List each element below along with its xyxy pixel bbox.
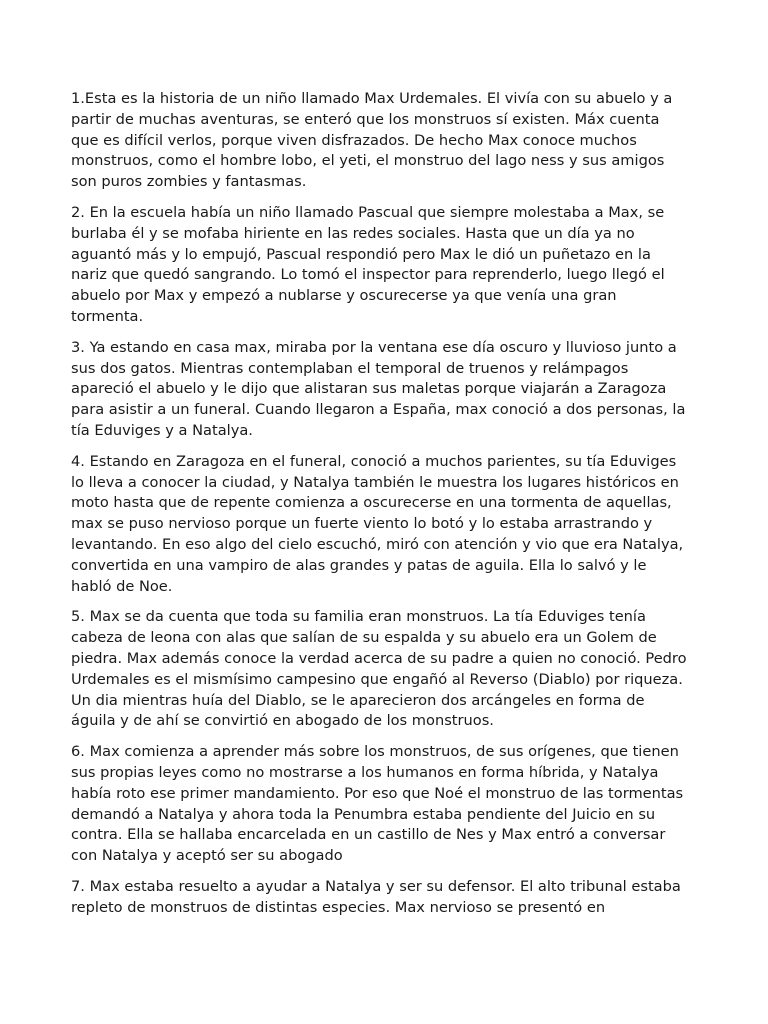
paragraph-5: 5. Max se da cuenta que toda su familia eran monstruos. La tía Eduviges tenía cabeza de leona con alas que salían de su espalda y su abuelo era un Golem de piedra. Max además conoce la verdad acerca de su padre a quien no conoció. Pedro Urdemales es el mismísimo campesino que engañó al Reverso (Diablo) por riqueza. Un dia mientras huía del Diablo, se le aparecieron dos arcángeles en forma de águila y de ahí se convirtió en abogado de los monstruos. <box>71 608 687 730</box>
paragraph-1: 1.Esta es la historia de un niño llamado Max Urdemales. El vivía con su abuelo y a partir de muchas aventuras, se enteró que los monstruos sí existen. Máx cuenta que es difícil verlos, porque viven disfrazados. De hecho Max conoce muchos monstruos, como el hombre lobo, el yeti, el monstruo del lago ness y sus amigos son puros zombies y fantasmas. <box>71 90 673 191</box>
paragraph-7: 7. Max estaba resuelto a ayudar a Natalya y ser su defensor. El alto tribunal estaba repleto de monstruos de distintas especies. Max nervioso se presentó en <box>71 877 681 916</box>
paragraph-4: 4. Estando en Zaragoza en el funeral, conoció a muchos parientes, su tía Eduviges lo lleva a conocer la ciudad, y Natalya también le muestra los lugares históricos en moto hasta que de repente comienza a oscurecerse en una tormenta de aquellas, max se puso nervioso porque un fuerte viento lo botó y lo estaba arrastrando y levantando. En eso algo del cielo escuchó, miró con atención y vio que era Natalya, convertida en una vampiro de alas grandes y patas de aguila. Ella lo salvó y le habló de Noe. <box>71 452 684 595</box>
paragraph-6: 6. Max comienza a aprender más sobre los monstruos, de sus orígenes, que tienen sus propias leyes como no mostrarse a los humanos en forma híbrida, y Natalya había roto ese primer mandamiento. Por eso que Noé el monstruo de las tormentas demandó a Natalya y ahora toda la Penumbra estaba pendiente del Juicio en su contra. Ella se hallaba encarcelada en un castillo de Nes y Max entró a conversar con Natalya y aceptó ser su abogado <box>71 743 684 865</box>
paragraph-2: 2. En la escuela había un niño llamado Pascual que siempre molestaba a Max, se burlaba él y se mofaba hiriente en las redes sociales. Hasta que un día ya no aguantó más y lo empujó, Pascual respondió pero Max le dió un puñetazo en la nariz que quedó sangrando. Lo tomó el inspector para reprenderlo, luego llegó el abuelo por Max y empezó a nublarse y oscurecerse ya que venía una gran tormenta. <box>71 203 665 325</box>
paragraph-3: 3. Ya estando en casa max, miraba por la ventana ese día oscuro y lluvioso junto a sus dos gatos. Mientras contemplaban el temporal de truenos y relámpagos apareció el abuelo y le dijo que alistaran sus maletas porque viajarán a Zaragoza para asistir a un funeral. Cuando llegaron a España, max conoció a dos personas, la tía Eduviges y a Natalya. <box>71 338 686 439</box>
